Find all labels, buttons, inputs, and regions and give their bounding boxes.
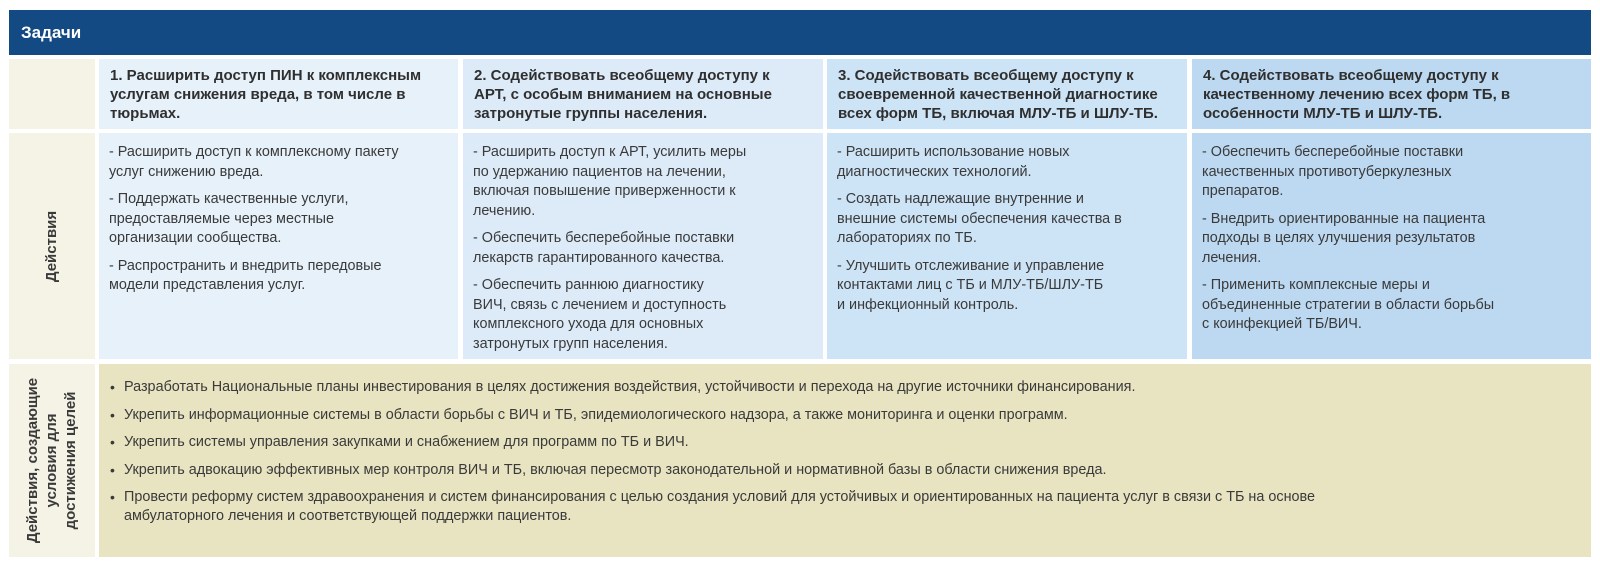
bullet-icon: • <box>110 406 115 423</box>
action-item: - Создать надлежащие внутренние и внешние системы обеспечения качества в лабораториях по ТБ. <box>837 191 1122 246</box>
actions-row-label-cell <box>9 133 95 359</box>
task-1-title: 1. Расширить доступ ПИН к комплексным услугам снижения вреда, в том числе в тюрьмах. <box>110 67 422 122</box>
enabling-actions-list <box>99 364 1591 526</box>
action-item: - Поддержать качественные услуги, предоставляемые через местные организации сообщества. <box>109 191 349 246</box>
action-item: - Расширить доступ к комплексному пакету услуг снижению вреда. <box>109 144 399 180</box>
enabling-actions-cell <box>99 364 1591 557</box>
action-item: - Расширить использование новых диагностических технологий. <box>837 144 1070 180</box>
task-3-title-cell <box>827 59 1187 129</box>
action-item: - Обеспечить бесперебойные поставки лекарств гарантированного качества. <box>473 230 735 266</box>
bullet-icon: • <box>110 379 115 395</box>
action-item: - Обеспечить раннюю диагностику ВИЧ, связь с лечением и доступность комплексного ухода для основных затронутых групп населения. <box>473 277 727 352</box>
enabling-item: • Укрепить системы управления закупками и снабжением для программ по ТБ и ВИЧ. <box>110 434 689 450</box>
task-4-actions-cell <box>1192 133 1591 359</box>
task-2-title-cell <box>463 59 823 129</box>
action-item: - Распространить и внедрить передовые модели представления услуг. <box>109 257 382 293</box>
task-3-title: 3. Содействовать всеобщему доступу к своевременной качественной диагностике всех форм ТБ, включая МЛУ-ТБ и ШЛУ-ТБ. <box>838 67 1158 122</box>
action-item: - Применить комплексные меры и объединенные стратегии в области борьбы с коинфекцией ТБ/ВИЧ. <box>1202 277 1495 332</box>
enabling-item: • Провести реформу систем здравоохранения и систем финансирования с целью создания условий для устойчивых и ориентированных на пациента услуг в связи с ТБ на основе амбулаторного лечения и соответствующей поддержки пациентов. <box>110 489 1316 524</box>
task-row-label-cell <box>9 59 95 129</box>
action-item: - Внедрить ориентированные на пациента подходы в целях улучшения результатов лечения. <box>1202 210 1486 266</box>
action-item: - Улучшить отслеживание и управление контактами лиц с ТБ и МЛУ-ТБ/ШЛУ-ТБ и инфекционный контроль. <box>837 257 1105 313</box>
task-2-actions-list <box>463 133 823 354</box>
task-1-title-cell <box>99 59 458 129</box>
task-3-actions-list <box>827 133 1187 315</box>
enabling-item: • Разработать Национальные планы инвестирования в целях достижения воздействия, устойчивости и перехода на другие источники финансирования. <box>110 379 1136 395</box>
enabling-row-label-cell <box>9 364 95 557</box>
action-item: - Расширить доступ к АРТ, усилить меры по удержанию пациентов на лечении, включая повышение приверженности к лечению. <box>473 144 747 219</box>
enabling-row-label: Действия, создающие условия для достижения целей <box>24 377 80 544</box>
bullet-icon: • <box>110 434 115 450</box>
task-4-title-cell <box>1192 59 1591 129</box>
bullet-icon: • <box>110 489 115 505</box>
task-1-actions-cell <box>99 133 458 359</box>
task-2-title: 2. Содействовать всеобщему доступу к АРТ, с особым вниманием на основные затронутые группы населения. <box>474 67 772 122</box>
action-item: - Обеспечить бесперебойные поставки качественных противотуберкулезных препаратов. <box>1202 144 1464 199</box>
bullet-icon: • <box>110 461 115 478</box>
task-4-title: 4. Содействовать всеобщему доступу к качественному лечению всех форм ТБ, в особенности МЛУ-ТБ и ШЛУ-ТБ. <box>1203 67 1511 122</box>
task-1-actions-list <box>99 133 458 296</box>
section-header <box>9 10 1591 55</box>
enabling-item: • Укрепить адвокацию эффективных мер контроля ВИЧ и ТБ, включая пересмотр законодательной и нормативной базы в области снижения вреда. <box>110 461 1107 478</box>
enabling-item: • Укрепить информационные системы в области борьбы с ВИЧ и ТБ, эпидемиологического надзора, а также мониторинга и оценки программ. <box>110 406 1068 423</box>
header-title: Задачи <box>21 22 82 42</box>
task-3-actions-cell <box>827 133 1187 359</box>
actions-row-label: Действия <box>43 210 61 282</box>
task-4-actions-list <box>1192 133 1591 335</box>
task-2-actions-cell <box>463 133 823 359</box>
